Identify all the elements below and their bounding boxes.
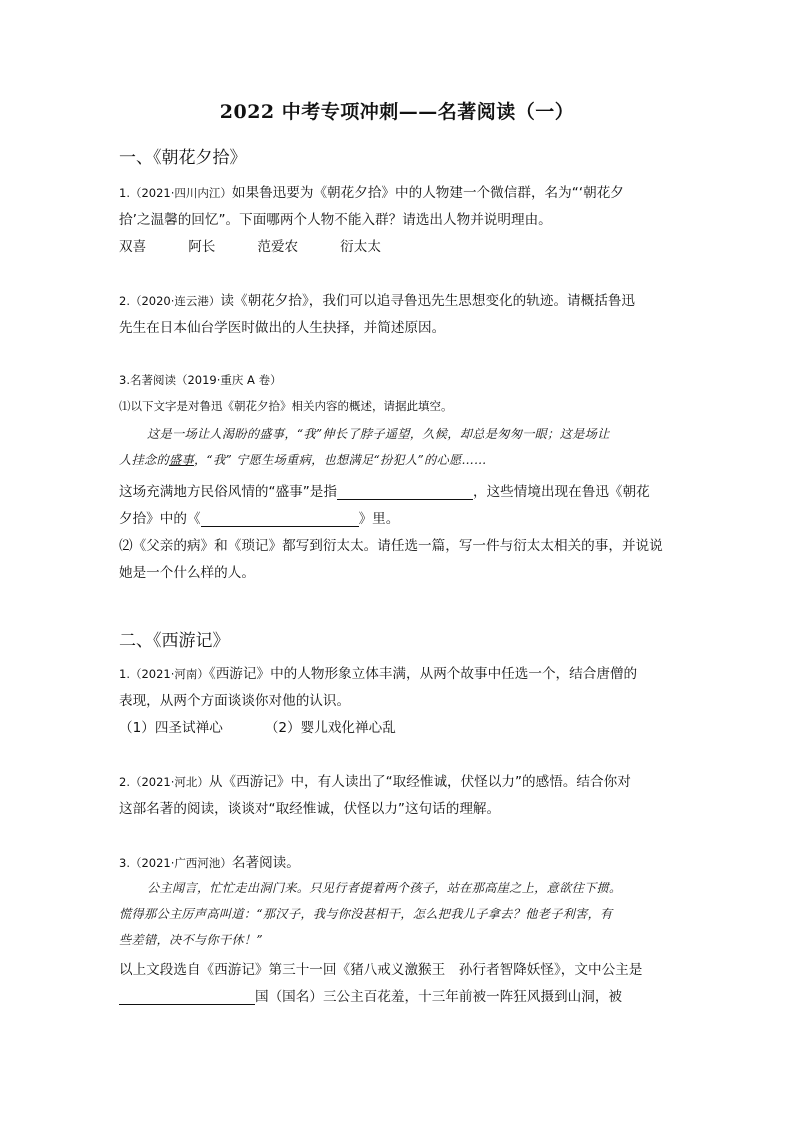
quote-underlined: 盛事 (168, 453, 194, 467)
section2-question-2-line-1 (119, 770, 631, 790)
section2-question-1-options (119, 716, 438, 736)
question-3-quote-line-2 (119, 451, 486, 468)
section2-question-1-line-2: 表现，从两个方面谈谈你对他的认识。 (119, 693, 351, 709)
option-yingerxihua: （2）婴儿戏化禅心乱 (264, 720, 396, 736)
question-text: 从《西游记》中，有人读出了“取经惟诚，伏怪以力”的感悟。结合你对 (208, 774, 631, 790)
answer-blank-country[interactable] (119, 990, 255, 1005)
fill-text: 这场充满地方民俗风情的“盛事”是指 (119, 484, 337, 500)
question-2-line-1 (119, 289, 635, 309)
page-title: 2022 中考专项冲刺——名著阅读（一） (219, 101, 575, 123)
option-yantaitai: 衍太太 (340, 239, 381, 255)
question-text: 名著阅读。 (231, 855, 300, 871)
question-1-line-1 (119, 181, 624, 201)
question-1-options (119, 235, 423, 255)
question-source: 2.（2021·河北） (119, 775, 209, 789)
quote-text: 人挂念的 (119, 453, 169, 467)
fill-text: ，这些情境出现在鲁迅《朝花 (473, 484, 650, 500)
fill-text: 国（国名）三公主百花羞，十三年前被一阵狂风摄到山洞，被 (255, 989, 623, 1005)
question-text: 读《朝花夕拾》，我们可以追寻鲁迅先生思想变化的轨迹。请概括鲁迅 (220, 293, 636, 309)
section2-question-1-line-1 (119, 662, 637, 682)
question-text: 《西游记》中的人物形象立体丰满，从两个故事中任选一个，结合唐僧的 (208, 666, 638, 682)
answer-blank-2[interactable] (201, 512, 359, 527)
section2-quote-line-1: 公主闻言，忙忙走出洞门来。只见行者提着两个孩子，站在那高崖之上，意欲往下掼。 (147, 881, 622, 895)
question-text: 如果鲁迅要为《朝花夕拾》中的人物建一个微信群，名为“‘朝花夕 (231, 185, 624, 201)
section2-quote-line-3: 些差错，决不与你干休！” (119, 933, 263, 947)
section2-question-3-line-2 (119, 985, 622, 1005)
option-fanainong: 范爱农 (257, 239, 299, 255)
question-1-line-2: 拾’之温馨的回忆”。下面哪两个人物不能入群？请选出人物并说明理由。 (119, 212, 552, 228)
question-3-quote-line-1: 这是一场让人渴盼的盛事，“我”伸长了脖子遥望，久候，却总是匆匆一眼；这是场让 (147, 427, 610, 441)
section-heading-xiyouji: 二、《西游记》 (119, 631, 230, 651)
option-shuangxi: 双喜 (119, 239, 147, 255)
option-sishengshichanxin: （1）四圣试禅心 (119, 720, 223, 736)
question-3-fill-line-2 (119, 507, 399, 527)
section2-question-2-line-2: 这部名著的阅读，谈谈对“取经惟诚，伏怪以力”这句话的理解。 (119, 801, 501, 817)
question-3-sub-2-line-2: 她是一个什么样的人。 (119, 565, 255, 581)
question-source: 1.（2021·河南） (119, 667, 209, 681)
answer-blank-1[interactable] (337, 485, 473, 500)
question-2-line-2: 先生在日本仙台学医时做出的人生抉择，并简述原因。 (119, 320, 446, 336)
section-heading-zhaohuaxishi: 一、《朝花夕拾》 (119, 148, 247, 168)
question-source: 2.（2020·连云港） (119, 294, 221, 308)
quote-text: ，“我” 宁愿生场重病，也想满足“扮犯人”的心愿…… (193, 453, 487, 467)
fill-text: 夕拾》中的《 (119, 511, 201, 527)
section2-question-3-header (119, 851, 300, 871)
section2-question-3-line-1: 以上文段选自《西游记》第三十一回《猪八戒义激猴王 孙行者智降妖怪》，文中公主是 (119, 962, 643, 978)
question-source: 1.（2021·四川内江） (119, 186, 232, 200)
question-source: 3.（2021·广西河池） (119, 856, 232, 870)
option-achang: 阿长 (188, 239, 216, 255)
section2-quote-line-2: 慌得那公主厉声高叫道：“那汉子，我与你没甚相干，怎么把我儿子拿去？他老子利害，有 (119, 907, 613, 921)
question-3-sub-1: ⑴以下文字是对鲁迅《朝花夕拾》相关内容的概述，请据此填空。 (119, 399, 453, 413)
fill-text: 》里。 (358, 511, 400, 527)
question-3-fill-line-1 (119, 480, 650, 500)
question-3-header: 3.名著阅读（2019·重庆 A 卷） (119, 373, 282, 387)
question-3-sub-2-line-1: ⑵《父亲的病》和《琐记》都写到衍太太。请任选一篇，写一件与衍太太相关的事，并说说 (119, 538, 663, 554)
